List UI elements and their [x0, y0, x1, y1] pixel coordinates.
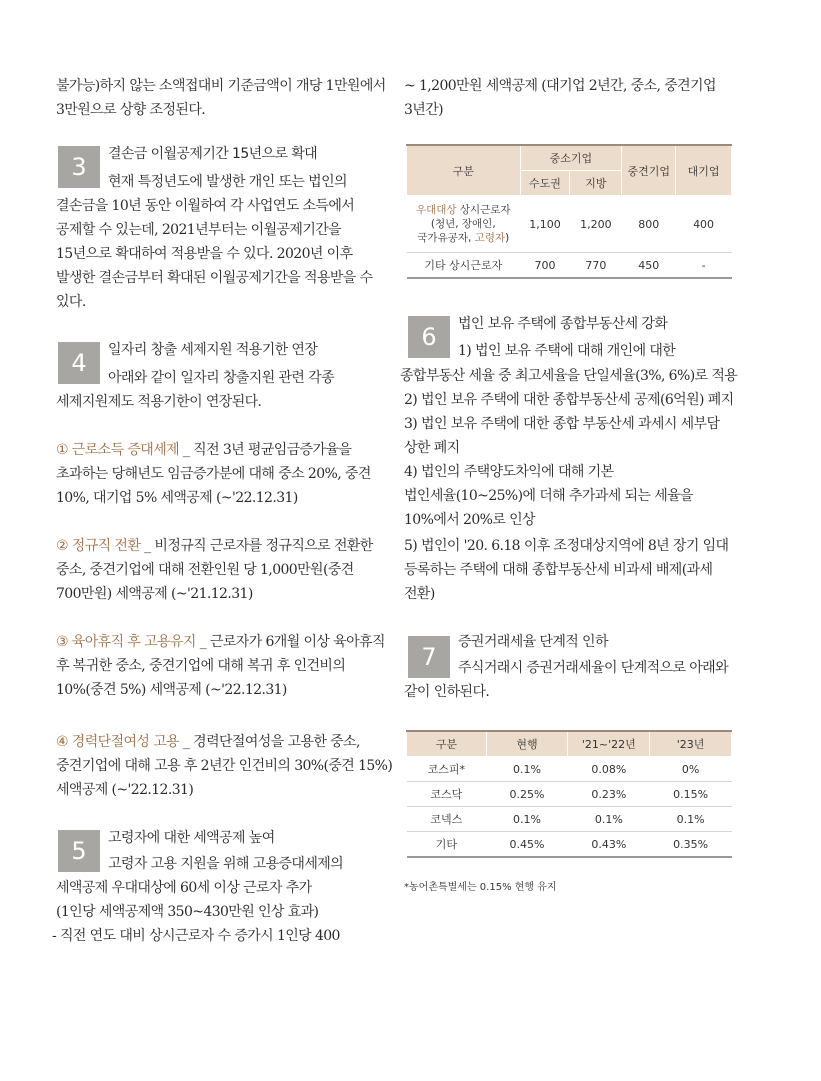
- cell: 1,100: [520, 196, 570, 253]
- section-6-line: 5) 법인이 '20. 6.18 이후 조정대상지역에 8년 장기 임대: [404, 538, 729, 554]
- section-5-line: - 직전 연도 대비 상시근로자 수 증가시 1인당 400: [52, 928, 340, 944]
- section-3-line: 결손금을 10년 동안 이월하여 각 사업연도 소득에서: [56, 198, 355, 214]
- item-1-line: 10%, 대기업 5% 세액공제 (~'22.12.31): [56, 490, 298, 506]
- cell: 0.1%: [650, 807, 732, 832]
- intro-line-2: 3만원으로 상향 조정된다.: [56, 102, 206, 118]
- cell: 0.45%: [486, 832, 568, 858]
- item-1-line: 초과하는 당해년도 임금증가분에 대해 중소 20%, 중견: [56, 466, 371, 482]
- section-7-line: 같이 인하된다.: [404, 684, 490, 700]
- row-label-text: (청년, 장애인,: [430, 218, 496, 230]
- col-header: 현행: [486, 731, 568, 757]
- cell: 0.35%: [650, 832, 732, 858]
- section-6-line: 종합부동산 세율 중 최고세율을 단일세율(3%, 6%)로 적용: [400, 368, 738, 384]
- cell: 0.25%: [486, 782, 568, 807]
- col-header: '21~'22년: [568, 731, 650, 757]
- col-large: 대기업: [676, 145, 732, 196]
- preferred-target-label: 우대대상: [415, 204, 457, 216]
- section-5-line: (1인당 세액공제액 350~430만원 인상 효과): [56, 904, 319, 920]
- col-local: 지방: [570, 171, 622, 196]
- row-label-text: 국가유공자,: [417, 232, 475, 244]
- section-4-line: 세제지원제도 적용기한이 연장된다.: [56, 394, 262, 410]
- table-row: [407, 782, 732, 807]
- section-3-line: 있다.: [56, 294, 86, 310]
- cell: 400: [676, 196, 732, 253]
- cell: 770: [570, 253, 622, 279]
- section-6-line: 1) 법인 보유 주택에 대해 개인에 대한: [458, 343, 676, 359]
- section-6-line: 등록하는 주택에 대해 종합부동산세 비과세 배제(과세: [404, 562, 713, 578]
- row-label-text: 상시근로자: [456, 204, 511, 216]
- intro-line-1: 불가능)하지 않는 소액접대비 기준금액이 개당 1만원에서: [56, 78, 386, 94]
- section-6-line: 10%에서 20%로 인상: [404, 512, 535, 528]
- item-4-label: ④ 경력단절여성 고용: [56, 734, 180, 750]
- table-row: [407, 196, 732, 253]
- cell: 코스닥: [407, 782, 487, 807]
- cell: 0.08%: [568, 757, 650, 782]
- row-label: 기타 상시근로자: [407, 253, 521, 279]
- cell: 코넥스: [407, 807, 487, 832]
- col-gubun: 구분: [407, 145, 521, 196]
- row-label-text: ): [505, 232, 510, 244]
- table-row: [407, 832, 732, 858]
- section-5-title: 고령자에 대한 세액공제 높여: [108, 830, 275, 846]
- table-row: [407, 807, 732, 832]
- item-2-line: 중소, 중견기업에 대해 전환인원 당 1,000만원(중견: [56, 562, 354, 578]
- section-5-line: 고령자 고용 지원을 위해 고용증대세제의: [108, 856, 344, 872]
- item-1-text: _ 직전 3년 평균임금증가율을: [182, 442, 352, 458]
- section-7-line: 주식거래시 증권거래세율이 단계적으로 아래와: [458, 660, 729, 676]
- section-6-line: 전환): [404, 586, 435, 602]
- section-number-6: 6: [408, 316, 450, 358]
- section-3-line: 15년으로 확대하여 적용받을 수 있다. 2020년 이후: [56, 246, 353, 262]
- section-6-line: 2) 법인 보유 주택에 대한 종합부동산세 공제(6억원) 폐지: [404, 392, 734, 408]
- section-6-line: 3) 법인 보유 주택에 대한 종합 부동산세 과세시 세부담: [404, 416, 720, 432]
- col-sme: 중소기업: [520, 145, 622, 171]
- section-number-3: 3: [58, 146, 100, 188]
- section-number-7: 7: [408, 636, 450, 678]
- section-3-line: 공제할 수 있는데, 2021년부터는 이월공제기간을: [56, 222, 342, 238]
- item-2-text: _ 비정규직 근로자를 정규직으로 전환한: [144, 538, 373, 554]
- col-header: '23년: [650, 731, 732, 757]
- cell: 1,200: [570, 196, 622, 253]
- cell: 기타: [407, 832, 487, 858]
- col-metro: 수도권: [520, 171, 570, 196]
- row-label: [407, 196, 521, 253]
- item-2-label: ② 정규직 전환: [56, 538, 141, 554]
- item-2-line: 700만원) 세액공제 (~'21.12.31): [56, 586, 253, 602]
- section-7-title: 증권거래세율 단계적 인하: [458, 634, 608, 650]
- table-row: [407, 757, 732, 782]
- item-3-text: _ 근로자가 6개월 이상 육아휴직: [199, 634, 385, 650]
- col-midsize: 중견기업: [622, 145, 676, 196]
- section-3-line: 현재 특정년도에 발생한 개인 또는 법인의: [108, 174, 347, 190]
- item-4-line: 세액공제 (~'22.12.31): [56, 782, 194, 798]
- section-3-title: 결손금 이월공제기간 15년으로 확대: [108, 146, 318, 162]
- section-6-line: 4) 법인의 주택양도차익에 대해 기본: [404, 464, 614, 480]
- table-row: [407, 253, 732, 279]
- cell: 코스피*: [407, 757, 487, 782]
- right-intro-line-2: 3년간): [404, 102, 444, 118]
- item-1: [56, 438, 351, 462]
- section-6-line: 법인세율(10~25%)에 더해 추가과세 되는 세율을: [404, 488, 693, 504]
- item-3-line: 후 복귀한 중소, 중견기업에 대해 복귀 후 인건비의: [56, 658, 346, 674]
- footnote: *농어촌특별세는 0.15% 현행 유지: [404, 882, 557, 893]
- cell: 0.1%: [568, 807, 650, 832]
- item-3: [56, 630, 385, 654]
- section-number-5: 5: [58, 830, 100, 872]
- cell: -: [676, 253, 732, 279]
- cell: 0.23%: [568, 782, 650, 807]
- section-3-line: 발생한 결손금부터 확대된 이월공제기간을 적용받을 수: [56, 270, 373, 286]
- section-6-title: 법인 보유 주택에 종합부동산세 강화: [458, 316, 668, 332]
- section-5-line: 세액공제 우대대상에 60세 이상 근로자 추가: [56, 880, 312, 896]
- securities-tax-table: [406, 730, 732, 858]
- cell: 450: [622, 253, 676, 279]
- item-1-label: ① 근로소득 증대세제: [56, 442, 180, 458]
- cell: 0.15%: [650, 782, 732, 807]
- cell: 800: [622, 196, 676, 253]
- section-number-4: 4: [58, 342, 100, 384]
- col-header: 구분: [407, 731, 487, 757]
- item-2: [56, 534, 373, 558]
- right-intro-line-1: ~ 1,200만원 세액공제 (대기업 2년간, 중소, 중견기업: [404, 78, 716, 94]
- section-6-line: 상한 폐지: [404, 440, 460, 456]
- cell: 0.1%: [486, 807, 568, 832]
- item-4-line: 중견기업에 대해 고용 후 2년간 인건비의 30%(중견 15%): [56, 758, 393, 774]
- cell: 700: [520, 253, 570, 279]
- elderly-label: 고령자: [474, 232, 506, 244]
- section-4-line: 아래와 같이 일자리 창출지원 관련 각종: [108, 370, 335, 386]
- item-3-line: 10%(중견 5%) 세액공제 (~'22.12.31): [56, 682, 287, 698]
- section-4-title: 일자리 창출 세제지원 적용기한 연장: [108, 342, 318, 358]
- item-4-text: _ 경력단절여성을 고용한 중소,: [182, 734, 360, 750]
- cell: 0%: [650, 757, 732, 782]
- employment-credit-table: [406, 144, 732, 279]
- item-4: [56, 730, 360, 754]
- cell: 0.43%: [568, 832, 650, 858]
- item-3-label: ③ 육아휴직 후 고용유지: [56, 634, 196, 650]
- cell: 0.1%: [486, 757, 568, 782]
